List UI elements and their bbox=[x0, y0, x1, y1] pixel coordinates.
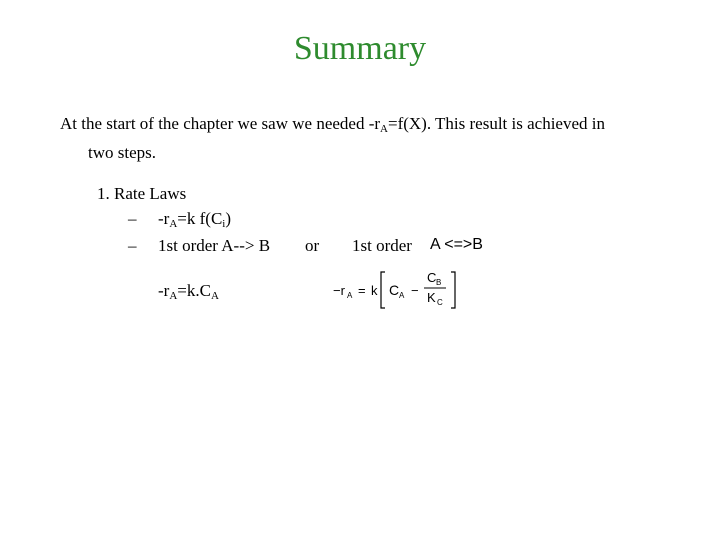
or-text: or bbox=[305, 236, 320, 255]
eq-sub-a: A bbox=[347, 291, 353, 300]
eq-minus: − bbox=[411, 283, 419, 298]
equation-svg bbox=[333, 266, 483, 314]
eq-kc: K bbox=[427, 290, 436, 305]
eq-cb: C bbox=[427, 270, 437, 285]
intro-line-1: At the start of the chapter we saw we needed $-r_A=f(X)$. This result is achieved in bbox=[60, 114, 605, 135]
eq-cb-sub: B bbox=[436, 278, 442, 287]
reversible-reaction: A <=>B bbox=[430, 236, 483, 253]
eq-neg-r: −r bbox=[333, 283, 345, 298]
eq-kc-sub: C bbox=[437, 298, 443, 307]
first-order-label: 1st order bbox=[352, 236, 412, 255]
intro-paragraph bbox=[60, 112, 660, 164]
right-bracket bbox=[451, 272, 455, 308]
eq-c: C bbox=[389, 282, 400, 298]
eq-equals: = bbox=[358, 283, 366, 298]
page-title: Summary bbox=[293, 30, 427, 67]
eq-k: k bbox=[371, 283, 378, 298]
eq-sub-a2: A bbox=[399, 291, 405, 300]
rate-law-general: $-r_A=k$ $f(C_i)$ bbox=[158, 209, 232, 230]
dash-bullet: – bbox=[128, 236, 137, 255]
first-order-irreversible: 1st order A--> B bbox=[158, 236, 271, 255]
rate-law-reversible-equation bbox=[333, 266, 483, 317]
rate-law-irreversible: $-r_A=k.C_A$ bbox=[158, 281, 219, 302]
list-item-rate-laws: 1. Rate Laws bbox=[97, 184, 187, 203]
left-bracket bbox=[381, 272, 385, 308]
dash-bullet: – bbox=[128, 209, 137, 228]
intro-line-2: two steps. bbox=[88, 143, 156, 162]
